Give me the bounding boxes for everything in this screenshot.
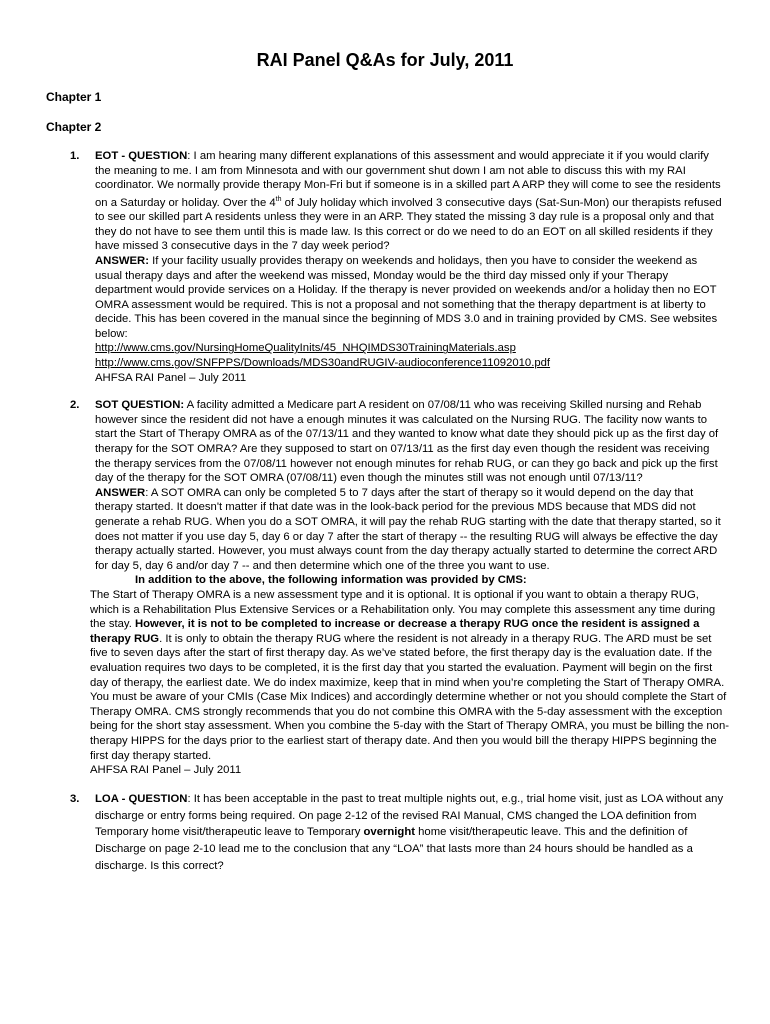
cms-info-bold: However, it is not to be completed to increase or decrease a therapy RUG once the resident is assigned a therapy RUG: [90, 618, 700, 645]
qa-number: 3.: [70, 792, 80, 805]
source-line: AHFSA RAI Panel – July 2011: [90, 764, 242, 777]
question-paragraph: [95, 398, 725, 486]
qa-item-1: [70, 149, 725, 385]
question-bold-word: overnight: [363, 826, 415, 839]
qa-number: 1.: [70, 150, 80, 162]
chapter-2-heading: Chapter 2: [46, 120, 102, 134]
answer-paragraph: [95, 254, 725, 342]
qa-number: 2.: [70, 399, 80, 412]
question-text: A facility admitted a Medicare part A resident on 07/08/11 who was receiving Skilled nursing and Rehab however since the resident did not have a enough minutes it was calculated on the Nursing RUG. The facility now wants to start the Start of Therapy OMRA as of the 07/13/11 and they wanted to know what date they should pick up as the first day of therapy for the SOT OMRA? Are they supposed to start on 07/13/11 as the first day even though the resident was receiving the therapy services from the 07/08/11 however not enough minutes for rehab RUG, or can they go back and pick up the first day of the therapy for the SOT OMRA (07/08/11) even though the minutes still was not enough until 07/13/11?: [95, 399, 719, 485]
link-training-materials[interactable]: http://www.cms.gov/NursingHomeQualityInits/45_NHQIMDS30TrainingMaterials.asp: [95, 342, 516, 355]
page-title: RAI Panel Q&As for July, 2011: [256, 50, 514, 70]
answer-paragraph: [95, 486, 725, 574]
question-text: : It has been acceptable in the past to treat multiple nights out, e.g., trial home visit, just as LOA without any discharge or entry forms being required. On page 2-12 of the revised RAI Manual, CMS changed the LOA definition from Temporary home visit/therapeutic leave to Temporary: [95, 792, 724, 839]
question-text: : I am hearing many different explanations of this assessment and would appreciate it if you would clarify the meaning to me. I am from Minnesota and with our government shut down I am not able to discuss this with my RAI coordinator. We normally provide therapy Mon-Fri but if someone is in a skilled part A ARP they will come to see the residents on a Saturday or holiday. Over the 4: [95, 150, 721, 209]
link-audioconference[interactable]: http://www.cms.gov/SNFPPS/Downloads/MDS30andRUGIV-audioconference11092010.pdf: [95, 357, 551, 370]
qa-item-3: [70, 791, 725, 875]
question-label: SOT QUESTION:: [95, 399, 185, 412]
source-line: AHFSA RAI Panel – July 2011: [95, 371, 247, 384]
cms-info-paragraph: [90, 588, 730, 763]
answer-label: ANSWER: [95, 486, 146, 499]
qa-list: [0, 149, 770, 875]
question-text-cont: home visit/therapeutic leave. This and the definition of Discharge on page 2-10 lead me to the conclusion that any “LOA” that lasts more than 24 hours should be handled as a discharge. Is this correct?: [95, 826, 693, 872]
question-label: LOA - QUESTION: [95, 792, 188, 805]
cms-info-text-cont: . It is only to obtain the therapy RUG where the resident is not already in a therapy RUG. The ARD must be set five to seven days after the start of first therapy day. As we’ve stated before, the first therapy day is the evaluation date. If the evaluation requires two days to be completed, it is the first day that you started the evaluation. Payment will begin on the first day of therapy, the earliest date. We do index maximize, keep that in mind when you’re completing the Start of Therapy OMRA. You must be aware of your CMIs (Case Mix Indices) and accordingly determine whether or not you should complete the Start of Therapy OMRA. CMS strongly recommends that you do not combine this OMRA with the 5-day assessment with the exception being for the short stay assessment. When you combine the 5-day with the Start of Therapy OMRA, you must be billing the non-therapy HIPPS for the days prior to the earliest start of therapy date. And then you would bill the therapy HIPPS beginning the first day therapy started.: [90, 632, 730, 762]
question-paragraph: [95, 149, 725, 254]
question-text-cont: of July holiday which involved 3 consecutive days (Sat-Sun-Mon) our therapists refused to see our skilled part A residents unless they were in an ARP. They stated the missing 3 day rule is a proposal only and that they do not have to see them until this is made law. Is this correct or do we need to do an EOT on all skilled residents if they have missed 3 consecutive days in the 7 day week period?: [95, 196, 722, 253]
answer-label: ANSWER:: [95, 254, 149, 267]
answer-text: : A SOT OMRA can only be completed 5 to 7 days after the start of therapy so it would depend on the day that therapy started. It doesn't matter if that date was in the look-back period for the previous MDS because that MDS did not generate a rehab RUG. When you do a SOT OMRA, it will pay the rehab RUG starting with the date that therapy started, so it does not matter if you use day 5, day 6 or day 7 after the start of therapy -- the resulting RUG will always be effective the day therapy actually started. However, you must always count from the day therapy actually started to determine the correct ARD for day 5, day 6 and/or day 7 -- and then determine which one of the three you want to use.: [95, 486, 721, 572]
qa-item-2: [70, 398, 730, 777]
cms-info-heading: In addition to the above, the following information was provided by CMS:: [135, 574, 527, 587]
chapter-1-heading: Chapter 1: [46, 90, 102, 104]
cms-info-text: The Start of Therapy OMRA is a new assessment type and it is optional. It is optional if you want to obtain a therapy RUG, which is a Rehabilitation Plus Extensive Services or a Rehabilitation only. You may complete this assessment any time during the stay.: [90, 588, 716, 631]
question-paragraph: [95, 791, 725, 875]
superscript: th: [275, 195, 282, 203]
question-label: EOT - QUESTION: [95, 150, 188, 162]
answer-text: If your facility usually provides therapy on weekends and holidays, then you have to consider the weekend as usual therapy days and after the weekend was missed, Monday would be the third day missed only if your Therapy department would provide services on a Holiday. If the therapy is never provided on weekends and/or a holiday then no EOT OMRA assessment would be required. This is not a proposal and not something that the therapy department is at liberty to decide. This has been covered in the manual since the beginning of MDS 3.0 and in training provided by CMS. See websites below:: [95, 254, 718, 340]
